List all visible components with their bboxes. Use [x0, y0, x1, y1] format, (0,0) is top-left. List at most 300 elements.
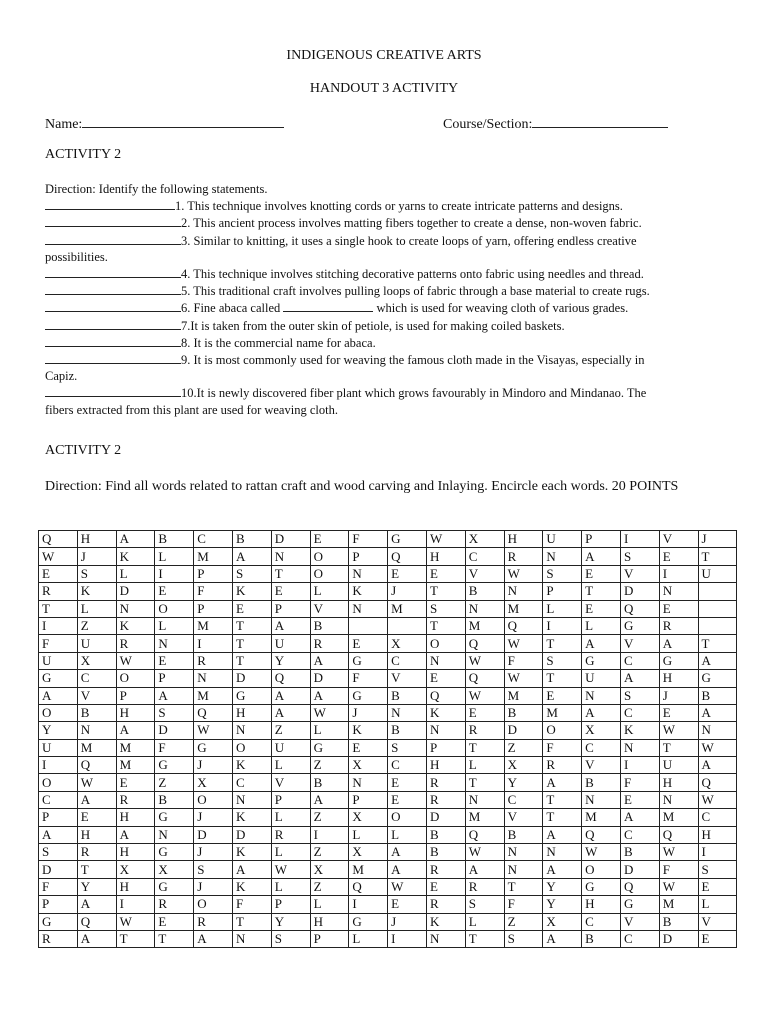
grid-cell[interactable]: T	[426, 583, 465, 600]
grid-cell[interactable]: A	[543, 930, 582, 947]
grid-cell[interactable]: Q	[349, 878, 388, 895]
grid-cell[interactable]: W	[659, 722, 698, 739]
grid-cell[interactable]: A	[232, 861, 271, 878]
grid-cell[interactable]: W	[39, 548, 78, 565]
grid-cell[interactable]: I	[698, 844, 737, 861]
grid-cell[interactable]: T	[465, 739, 504, 756]
grid-cell[interactable]: R	[426, 861, 465, 878]
grid-cell[interactable]: F	[194, 583, 233, 600]
grid-cell[interactable]: V	[698, 913, 737, 930]
grid-cell[interactable]: A	[77, 896, 116, 913]
grid-cell[interactable]: E	[388, 791, 427, 808]
grid-cell[interactable]: I	[543, 617, 582, 634]
grid-cell[interactable]: K	[116, 548, 155, 565]
grid-cell[interactable]: A	[271, 704, 310, 721]
grid-cell[interactable]: C	[388, 757, 427, 774]
grid-cell[interactable]: G	[349, 652, 388, 669]
grid-cell[interactable]: L	[582, 617, 621, 634]
grid-cell[interactable]: K	[349, 583, 388, 600]
grid-cell[interactable]: W	[194, 722, 233, 739]
grid-cell[interactable]: N	[582, 687, 621, 704]
grid-cell[interactable]: M	[388, 600, 427, 617]
grid-cell[interactable]: E	[582, 600, 621, 617]
grid-cell[interactable]: T	[504, 878, 543, 895]
grid-cell[interactable]: Q	[77, 913, 116, 930]
grid-cell[interactable]: I	[310, 826, 349, 843]
answer-blank-4[interactable]	[45, 265, 181, 278]
grid-cell[interactable]: M	[194, 687, 233, 704]
grid-cell[interactable]: B	[659, 913, 698, 930]
grid-cell[interactable]: P	[271, 791, 310, 808]
grid-cell[interactable]: X	[543, 913, 582, 930]
grid-cell[interactable]: F	[39, 878, 78, 895]
grid-cell[interactable]: I	[388, 930, 427, 947]
grid-cell[interactable]: W	[582, 844, 621, 861]
grid-cell[interactable]: B	[426, 844, 465, 861]
grid-cell[interactable]: H	[116, 704, 155, 721]
grid-cell[interactable]: A	[543, 826, 582, 843]
grid-cell[interactable]: L	[271, 878, 310, 895]
grid-cell[interactable]: W	[77, 774, 116, 791]
grid-cell[interactable]: Q	[582, 826, 621, 843]
answer-blank-8[interactable]	[45, 334, 181, 347]
grid-cell[interactable]: L	[465, 757, 504, 774]
grid-cell[interactable]: K	[116, 617, 155, 634]
grid-cell[interactable]: O	[426, 635, 465, 652]
grid-cell[interactable]: C	[77, 670, 116, 687]
grid-cell[interactable]: S	[77, 565, 116, 582]
grid-cell[interactable]: D	[232, 670, 271, 687]
grid-cell[interactable]: S	[39, 844, 78, 861]
grid-cell[interactable]: R	[426, 791, 465, 808]
grid-cell[interactable]: W	[659, 878, 698, 895]
grid-cell[interactable]: A	[271, 687, 310, 704]
grid-cell[interactable]: N	[543, 844, 582, 861]
grid-cell[interactable]: L	[388, 826, 427, 843]
grid-cell[interactable]: H	[582, 896, 621, 913]
answer-blank-9[interactable]	[45, 351, 181, 364]
grid-cell[interactable]: R	[194, 913, 233, 930]
grid-cell[interactable]: N	[388, 704, 427, 721]
grid-cell[interactable]: W	[504, 635, 543, 652]
grid-cell[interactable]: B	[620, 844, 659, 861]
grid-cell[interactable]: I	[620, 757, 659, 774]
grid-cell[interactable]: Q	[504, 617, 543, 634]
grid-cell[interactable]: L	[349, 826, 388, 843]
grid-cell[interactable]: F	[155, 739, 194, 756]
grid-cell[interactable]: C	[39, 791, 78, 808]
grid-cell[interactable]: C	[582, 913, 621, 930]
grid-cell[interactable]: A	[77, 791, 116, 808]
grid-cell[interactable]: N	[504, 844, 543, 861]
grid-cell[interactable]: L	[698, 896, 737, 913]
grid-cell[interactable]: C	[388, 652, 427, 669]
grid-cell[interactable]: W	[659, 844, 698, 861]
grid-cell[interactable]: T	[465, 774, 504, 791]
grid-cell[interactable]: V	[659, 531, 698, 548]
grid-cell[interactable]: B	[465, 583, 504, 600]
grid-cell[interactable]: P	[39, 896, 78, 913]
grid-cell[interactable]: M	[77, 739, 116, 756]
grid-cell[interactable]: C	[194, 531, 233, 548]
grid-cell[interactable]: D	[116, 583, 155, 600]
grid-cell[interactable]: N	[194, 670, 233, 687]
grid-cell[interactable]: S	[155, 704, 194, 721]
grid-cell[interactable]: M	[194, 548, 233, 565]
grid-cell[interactable]: D	[155, 722, 194, 739]
answer-blank-2[interactable]	[45, 214, 181, 227]
grid-cell[interactable]: N	[659, 583, 698, 600]
grid-cell[interactable]: N	[426, 722, 465, 739]
grid-cell[interactable]: X	[349, 844, 388, 861]
grid-cell[interactable]: D	[39, 861, 78, 878]
grid-cell[interactable]: X	[465, 531, 504, 548]
grid-cell[interactable]: S	[543, 652, 582, 669]
answer-blank-6[interactable]	[45, 299, 181, 312]
grid-cell[interactable]: S	[620, 687, 659, 704]
grid-cell[interactable]: Y	[271, 652, 310, 669]
grid-cell[interactable]: A	[698, 704, 737, 721]
grid-cell[interactable]: I	[194, 635, 233, 652]
grid-cell[interactable]: J	[349, 704, 388, 721]
grid-cell[interactable]: J	[194, 757, 233, 774]
name-blank[interactable]	[82, 115, 284, 128]
grid-cell[interactable]: P	[271, 600, 310, 617]
grid-cell[interactable]: M	[659, 896, 698, 913]
grid-cell[interactable]: T	[582, 583, 621, 600]
grid-cell[interactable]: T	[155, 930, 194, 947]
grid-cell[interactable]: P	[116, 687, 155, 704]
grid-cell[interactable]: W	[465, 652, 504, 669]
grid-cell[interactable]: K	[232, 844, 271, 861]
grid-cell[interactable]	[349, 617, 388, 634]
grid-cell[interactable]: T	[77, 861, 116, 878]
grid-cell[interactable]: T	[543, 635, 582, 652]
grid-cell[interactable]: N	[659, 791, 698, 808]
grid-cell[interactable]: X	[77, 652, 116, 669]
grid-cell[interactable]: Q	[465, 670, 504, 687]
grid-cell[interactable]: N	[504, 861, 543, 878]
grid-cell[interactable]: G	[155, 757, 194, 774]
grid-cell[interactable]: Y	[77, 878, 116, 895]
grid-cell[interactable]: H	[116, 809, 155, 826]
grid-cell[interactable]: A	[77, 930, 116, 947]
grid-cell[interactable]: G	[659, 652, 698, 669]
grid-cell[interactable]: F	[349, 670, 388, 687]
grid-cell[interactable]: J	[698, 531, 737, 548]
grid-cell[interactable]: R	[116, 635, 155, 652]
grid-cell[interactable]: V	[620, 565, 659, 582]
grid-cell[interactable]: T	[232, 652, 271, 669]
grid-cell[interactable]: S	[504, 930, 543, 947]
grid-cell[interactable]: I	[659, 565, 698, 582]
grid-cell[interactable]: G	[194, 739, 233, 756]
grid-cell[interactable]: P	[194, 600, 233, 617]
grid-cell[interactable]: K	[232, 583, 271, 600]
grid-cell[interactable]: Q	[388, 548, 427, 565]
grid-cell[interactable]: L	[310, 722, 349, 739]
grid-cell[interactable]: N	[232, 722, 271, 739]
grid-cell[interactable]: A	[232, 548, 271, 565]
grid-cell[interactable]: A	[194, 930, 233, 947]
grid-cell[interactable]: F	[349, 531, 388, 548]
grid-cell[interactable]: S	[388, 739, 427, 756]
grid-cell[interactable]: S	[271, 930, 310, 947]
answer-blank-1[interactable]	[45, 197, 175, 210]
grid-cell[interactable]: E	[77, 809, 116, 826]
grid-cell[interactable]: K	[77, 583, 116, 600]
grid-cell[interactable]: R	[271, 826, 310, 843]
grid-cell[interactable]: C	[620, 930, 659, 947]
grid-cell[interactable]: A	[155, 687, 194, 704]
grid-cell[interactable]: W	[426, 531, 465, 548]
grid-cell[interactable]	[698, 617, 737, 634]
grid-cell[interactable]: O	[310, 565, 349, 582]
grid-cell[interactable]: M	[465, 809, 504, 826]
grid-cell[interactable]: N	[465, 600, 504, 617]
grid-cell[interactable]: A	[310, 652, 349, 669]
grid-cell[interactable]: H	[116, 844, 155, 861]
grid-cell[interactable]: G	[349, 913, 388, 930]
grid-cell[interactable]: F	[543, 739, 582, 756]
grid-cell[interactable]: O	[194, 791, 233, 808]
grid-cell[interactable]: U	[77, 635, 116, 652]
grid-cell[interactable]: T	[659, 739, 698, 756]
grid-cell[interactable]: U	[271, 739, 310, 756]
grid-cell[interactable]: N	[465, 791, 504, 808]
grid-cell[interactable]: E	[659, 600, 698, 617]
grid-cell[interactable]: M	[504, 600, 543, 617]
grid-cell[interactable]: N	[349, 774, 388, 791]
grid-cell[interactable]: T	[698, 635, 737, 652]
grid-cell[interactable]: A	[116, 826, 155, 843]
grid-cell[interactable]: J	[659, 687, 698, 704]
grid-cell[interactable]: W	[388, 878, 427, 895]
grid-cell[interactable]: L	[310, 583, 349, 600]
grid-cell[interactable]: L	[349, 930, 388, 947]
grid-cell[interactable]: L	[155, 548, 194, 565]
grid-cell[interactable]: R	[426, 774, 465, 791]
grid-cell[interactable]: A	[543, 861, 582, 878]
grid-cell[interactable]: L	[310, 896, 349, 913]
grid-cell[interactable]: O	[543, 722, 582, 739]
grid-cell[interactable]: W	[116, 652, 155, 669]
grid-cell[interactable]: G	[388, 531, 427, 548]
grid-cell[interactable]: M	[504, 687, 543, 704]
grid-cell[interactable]: B	[388, 687, 427, 704]
grid-cell[interactable]: F	[504, 652, 543, 669]
grid-cell[interactable]: T	[232, 913, 271, 930]
grid-cell[interactable]: A	[465, 861, 504, 878]
grid-cell[interactable]: R	[194, 652, 233, 669]
grid-cell[interactable]: E	[698, 930, 737, 947]
course-field[interactable]	[443, 115, 668, 133]
grid-cell[interactable]: I	[39, 617, 78, 634]
grid-cell[interactable]: I	[39, 757, 78, 774]
grid-cell[interactable]: S	[620, 548, 659, 565]
grid-cell[interactable]: P	[310, 930, 349, 947]
grid-cell[interactable]: T	[116, 930, 155, 947]
grid-cell[interactable]: W	[504, 565, 543, 582]
grid-cell[interactable]: G	[155, 809, 194, 826]
grid-cell[interactable]: D	[194, 826, 233, 843]
grid-cell[interactable]: T	[271, 565, 310, 582]
grid-cell[interactable]: J	[388, 583, 427, 600]
grid-cell[interactable]: J	[194, 809, 233, 826]
grid-cell[interactable]: T	[39, 600, 78, 617]
grid-cell[interactable]	[388, 617, 427, 634]
grid-cell[interactable]: E	[155, 583, 194, 600]
grid-cell[interactable]: G	[698, 670, 737, 687]
grid-cell[interactable]: R	[659, 617, 698, 634]
grid-cell[interactable]: N	[426, 930, 465, 947]
answer-blank-10[interactable]	[45, 384, 181, 397]
grid-cell[interactable]: D	[620, 861, 659, 878]
grid-cell[interactable]: G	[310, 739, 349, 756]
grid-cell[interactable]: C	[232, 774, 271, 791]
grid-cell[interactable]: M	[116, 739, 155, 756]
grid-cell[interactable]: E	[116, 774, 155, 791]
grid-cell[interactable]: F	[659, 861, 698, 878]
grid-cell[interactable]: B	[155, 531, 194, 548]
grid-cell[interactable]: U	[582, 670, 621, 687]
grid-cell[interactable]: P	[582, 531, 621, 548]
grid-cell[interactable]: S	[194, 861, 233, 878]
grid-cell[interactable]: Y	[271, 913, 310, 930]
course-blank[interactable]	[532, 115, 668, 128]
grid-cell[interactable]: E	[426, 670, 465, 687]
grid-cell[interactable]: C	[620, 704, 659, 721]
grid-cell[interactable]: N	[349, 565, 388, 582]
grid-cell[interactable]: W	[698, 739, 737, 756]
grid-cell[interactable]: Y	[543, 896, 582, 913]
grid-cell[interactable]: E	[426, 565, 465, 582]
grid-cell[interactable]: H	[77, 826, 116, 843]
grid-cell[interactable]: A	[698, 652, 737, 669]
grid-cell[interactable]: E	[543, 687, 582, 704]
grid-cell[interactable]: U	[698, 565, 737, 582]
grid-cell[interactable]: G	[155, 844, 194, 861]
grid-cell[interactable]: S	[465, 896, 504, 913]
grid-cell[interactable]: X	[310, 861, 349, 878]
grid-cell[interactable]: J	[388, 913, 427, 930]
grid-cell[interactable]: S	[426, 600, 465, 617]
grid-cell[interactable]: E	[388, 565, 427, 582]
grid-cell[interactable]: V	[388, 670, 427, 687]
grid-cell[interactable]: H	[659, 670, 698, 687]
grid-cell[interactable]: G	[39, 913, 78, 930]
grid-cell[interactable]: T	[232, 635, 271, 652]
grid-cell[interactable]: M	[543, 704, 582, 721]
grid-cell[interactable]: H	[504, 531, 543, 548]
grid-cell[interactable]: P	[271, 896, 310, 913]
grid-cell[interactable]: N	[232, 791, 271, 808]
grid-cell[interactable]: H	[426, 757, 465, 774]
grid-cell[interactable]: D	[620, 583, 659, 600]
grid-cell[interactable]: U	[271, 635, 310, 652]
grid-cell[interactable]: B	[582, 774, 621, 791]
grid-cell[interactable]: R	[543, 757, 582, 774]
grid-cell[interactable]: E	[349, 739, 388, 756]
grid-cell[interactable]: P	[426, 739, 465, 756]
grid-cell[interactable]: K	[232, 809, 271, 826]
grid-cell[interactable]: V	[310, 600, 349, 617]
grid-cell[interactable]: A	[271, 617, 310, 634]
grid-cell[interactable]: E	[465, 704, 504, 721]
grid-cell[interactable]: A	[620, 670, 659, 687]
grid-cell[interactable]: P	[349, 791, 388, 808]
grid-cell[interactable]: Z	[77, 617, 116, 634]
grid-cell[interactable]: G	[582, 878, 621, 895]
grid-cell[interactable]: B	[232, 531, 271, 548]
answer-blank-7[interactable]	[45, 317, 181, 330]
grid-cell[interactable]: M	[116, 757, 155, 774]
grid-cell[interactable]: U	[543, 531, 582, 548]
grid-cell[interactable]: Z	[504, 913, 543, 930]
grid-cell[interactable]: A	[310, 791, 349, 808]
grid-cell[interactable]: V	[620, 635, 659, 652]
grid-cell[interactable]: B	[504, 704, 543, 721]
grid-cell[interactable]: H	[116, 878, 155, 895]
grid-cell[interactable]: N	[698, 722, 737, 739]
grid-cell[interactable]: G	[155, 878, 194, 895]
grid-cell[interactable]: O	[116, 670, 155, 687]
grid-cell[interactable]: T	[543, 670, 582, 687]
grid-cell[interactable]: K	[620, 722, 659, 739]
grid-cell[interactable]: E	[659, 548, 698, 565]
answer-blank-3[interactable]	[45, 232, 181, 245]
grid-cell[interactable]: A	[388, 861, 427, 878]
grid-cell[interactable]: Z	[310, 757, 349, 774]
grid-cell[interactable]: R	[465, 878, 504, 895]
grid-cell[interactable]: R	[504, 548, 543, 565]
grid-cell[interactable]: T	[465, 930, 504, 947]
grid-cell[interactable]: J	[194, 844, 233, 861]
grid-cell[interactable]: X	[116, 861, 155, 878]
grid-cell[interactable]: X	[349, 809, 388, 826]
grid-cell[interactable]: G	[620, 896, 659, 913]
grid-cell[interactable]: L	[155, 617, 194, 634]
grid-cell[interactable]: E	[659, 704, 698, 721]
grid-cell[interactable]: Y	[39, 722, 78, 739]
grid-cell[interactable]: I	[155, 565, 194, 582]
grid-cell[interactable]: H	[310, 913, 349, 930]
grid-cell[interactable]: A	[116, 531, 155, 548]
grid-cell[interactable]: H	[77, 531, 116, 548]
grid-cell[interactable]: I	[349, 896, 388, 913]
grid-cell[interactable]: V	[620, 913, 659, 930]
grid-cell[interactable]: K	[232, 757, 271, 774]
grid-cell[interactable]: O	[194, 896, 233, 913]
grid-cell[interactable]: N	[155, 826, 194, 843]
grid-cell[interactable]: Z	[310, 809, 349, 826]
grid-cell[interactable]: I	[116, 896, 155, 913]
grid-cell[interactable]: S	[232, 565, 271, 582]
grid-cell[interactable]: I	[620, 531, 659, 548]
grid-cell[interactable]: W	[504, 670, 543, 687]
grid-cell[interactable]: T	[232, 617, 271, 634]
grid-cell[interactable]: O	[310, 548, 349, 565]
grid-cell[interactable]: T	[543, 791, 582, 808]
grid-cell[interactable]: G	[582, 652, 621, 669]
grid-cell[interactable]: L	[116, 565, 155, 582]
grid-cell[interactable]: D	[426, 809, 465, 826]
grid-cell[interactable]: N	[620, 739, 659, 756]
grid-cell[interactable]: S	[698, 861, 737, 878]
grid-cell[interactable]: G	[620, 617, 659, 634]
grid-cell[interactable]: Z	[310, 844, 349, 861]
grid-cell[interactable]: W	[271, 861, 310, 878]
